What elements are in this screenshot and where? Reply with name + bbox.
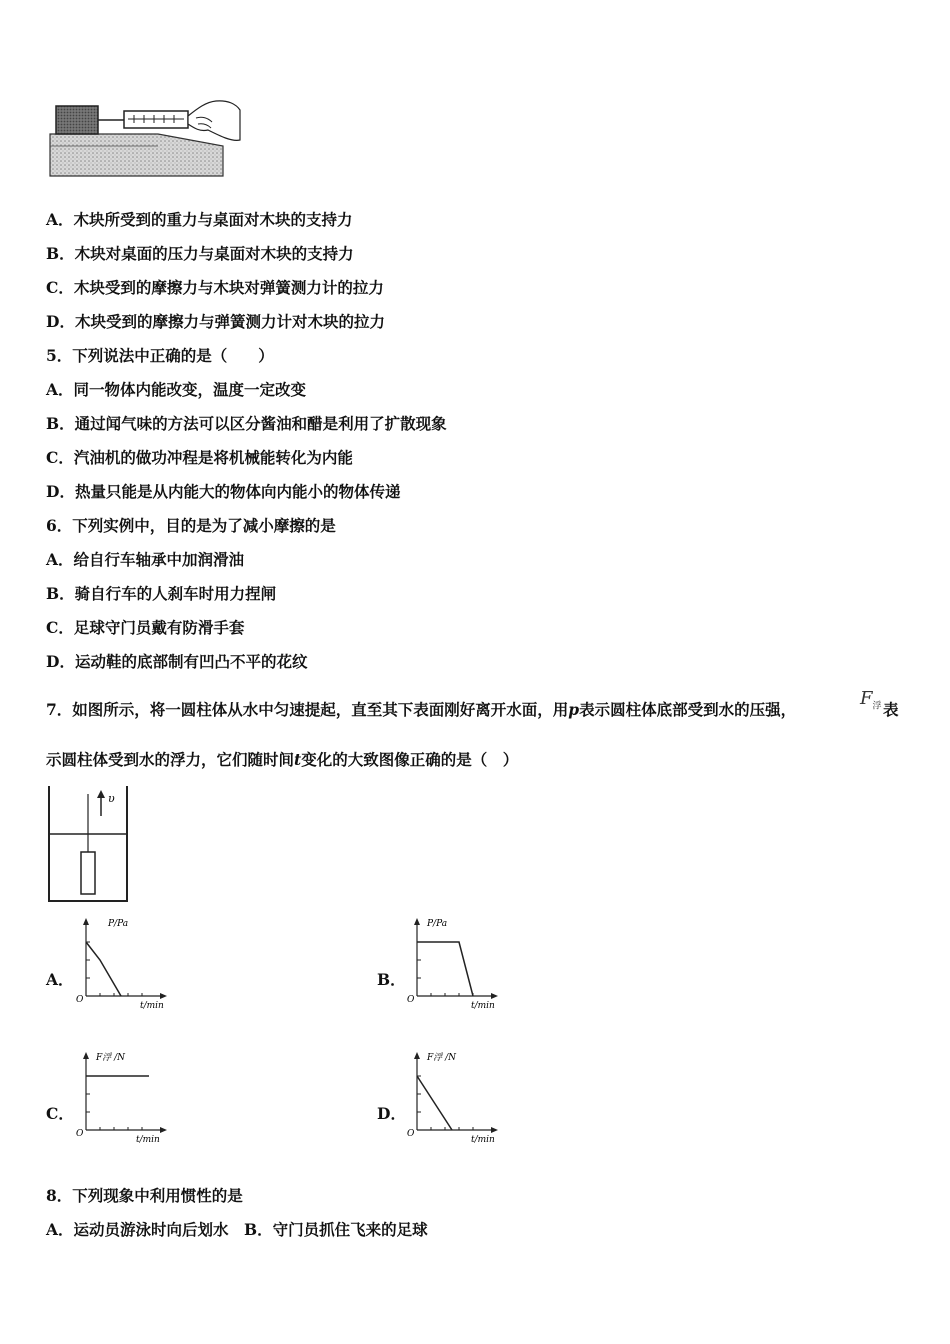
graph-c-ylabel: F浮 /N (96, 1053, 126, 1063)
q7-t-symbol: t (294, 750, 302, 769)
q6-question: 6．下列实例中，目的是为了减小摩擦的是 (46, 516, 336, 535)
q4-option-d: D．木块受到的摩擦力与弹簧测力计对木块的拉力 (46, 312, 385, 331)
q5-question: 5．下列说法中正确的是（ ） (46, 346, 274, 365)
q5-option-a: A．同一物体内能改变，温度一定改变 (46, 380, 307, 399)
graph-b-origin: O (407, 995, 415, 1005)
q6-option-b: B．骑自行车的人刹车时用力捏闸 (46, 584, 277, 603)
graph-d-curve (417, 1076, 452, 1130)
q7-text-e: 变化的大致图像正确的是（ ） (301, 750, 519, 769)
q7-option-c-label: C． (46, 1104, 74, 1123)
q4-option-a: A．木块所受到的重力与桌面对木块的支持力 (46, 210, 353, 229)
q7-question-line2 (46, 750, 518, 770)
graph-d (403, 1046, 503, 1146)
q5-option-c: C．汽油机的做功冲程是将机械能转化为内能 (46, 448, 353, 467)
graph-b-ylabel: P/Pa (427, 919, 448, 929)
q8-options: A．运动员游泳时向后划水 B．守门员抓住飞来的足球 (46, 1220, 428, 1239)
graph-d-xlabel: t/min (471, 1135, 495, 1145)
q6-option-c: C．足球守门员戴有防滑手套 (46, 618, 245, 637)
graph-d-ylabel: F浮 /N (427, 1053, 457, 1063)
q7-option-d-label: D． (377, 1104, 406, 1123)
q7-text-b: 表示圆柱体底部受到水的压强， (579, 700, 797, 719)
q6-option-d: D．运动鞋的底部制有凹凸不平的花纹 (46, 652, 308, 671)
q6-option-a: A．给自行车轴承中加润滑油 (46, 550, 245, 569)
q7-text-d: 示圆柱体受到水的浮力，它们随时间 (46, 750, 295, 769)
graph-d-origin: O (407, 1129, 415, 1139)
graph-a-ylabel: P/Pa (108, 919, 129, 929)
graph-a (72, 912, 172, 1012)
graph-a-curve (86, 942, 121, 996)
graph-c-origin: O (76, 1129, 84, 1139)
q7-option-a-label: A． (46, 970, 74, 989)
graph-c (72, 1046, 172, 1146)
q8-question: 8．下列现象中利用惯性的是 (46, 1186, 243, 1205)
velocity-label: υ (108, 792, 115, 805)
graph-a-origin: O (76, 995, 84, 1005)
graph-a-xlabel: t/min (140, 1001, 164, 1011)
f-buoyancy-symbol: $F_浮$ (860, 688, 882, 712)
spring-scale-figure (48, 96, 243, 178)
graph-b (403, 912, 503, 1012)
q7-text-c: 表 (883, 700, 899, 719)
beaker-figure (46, 784, 132, 904)
q7-question-line1 (46, 700, 796, 720)
q4-option-c: C．木块受到的摩擦力与木块对弹簧测力计的拉力 (46, 278, 384, 297)
graph-c-xlabel: t/min (136, 1135, 160, 1145)
q7-text-a: 7．如图所示，将一圆柱体从水中匀速提起，直至其下表面刚好离开水面，用 (46, 700, 569, 719)
q5-option-d: D．热量只能是从内能大的物体向内能小的物体传递 (46, 482, 401, 501)
q7-p-symbol: p (568, 700, 580, 719)
q7-option-b-label: B． (377, 970, 406, 989)
q4-option-b: B．木块对桌面的压力与桌面对木块的支持力 (46, 244, 354, 263)
q5-option-b: B．通过闻气味的方法可以区分酱油和醋是利用了扩散现象 (46, 414, 447, 433)
graph-b-xlabel: t/min (471, 1001, 495, 1011)
graph-b-curve (417, 942, 473, 996)
